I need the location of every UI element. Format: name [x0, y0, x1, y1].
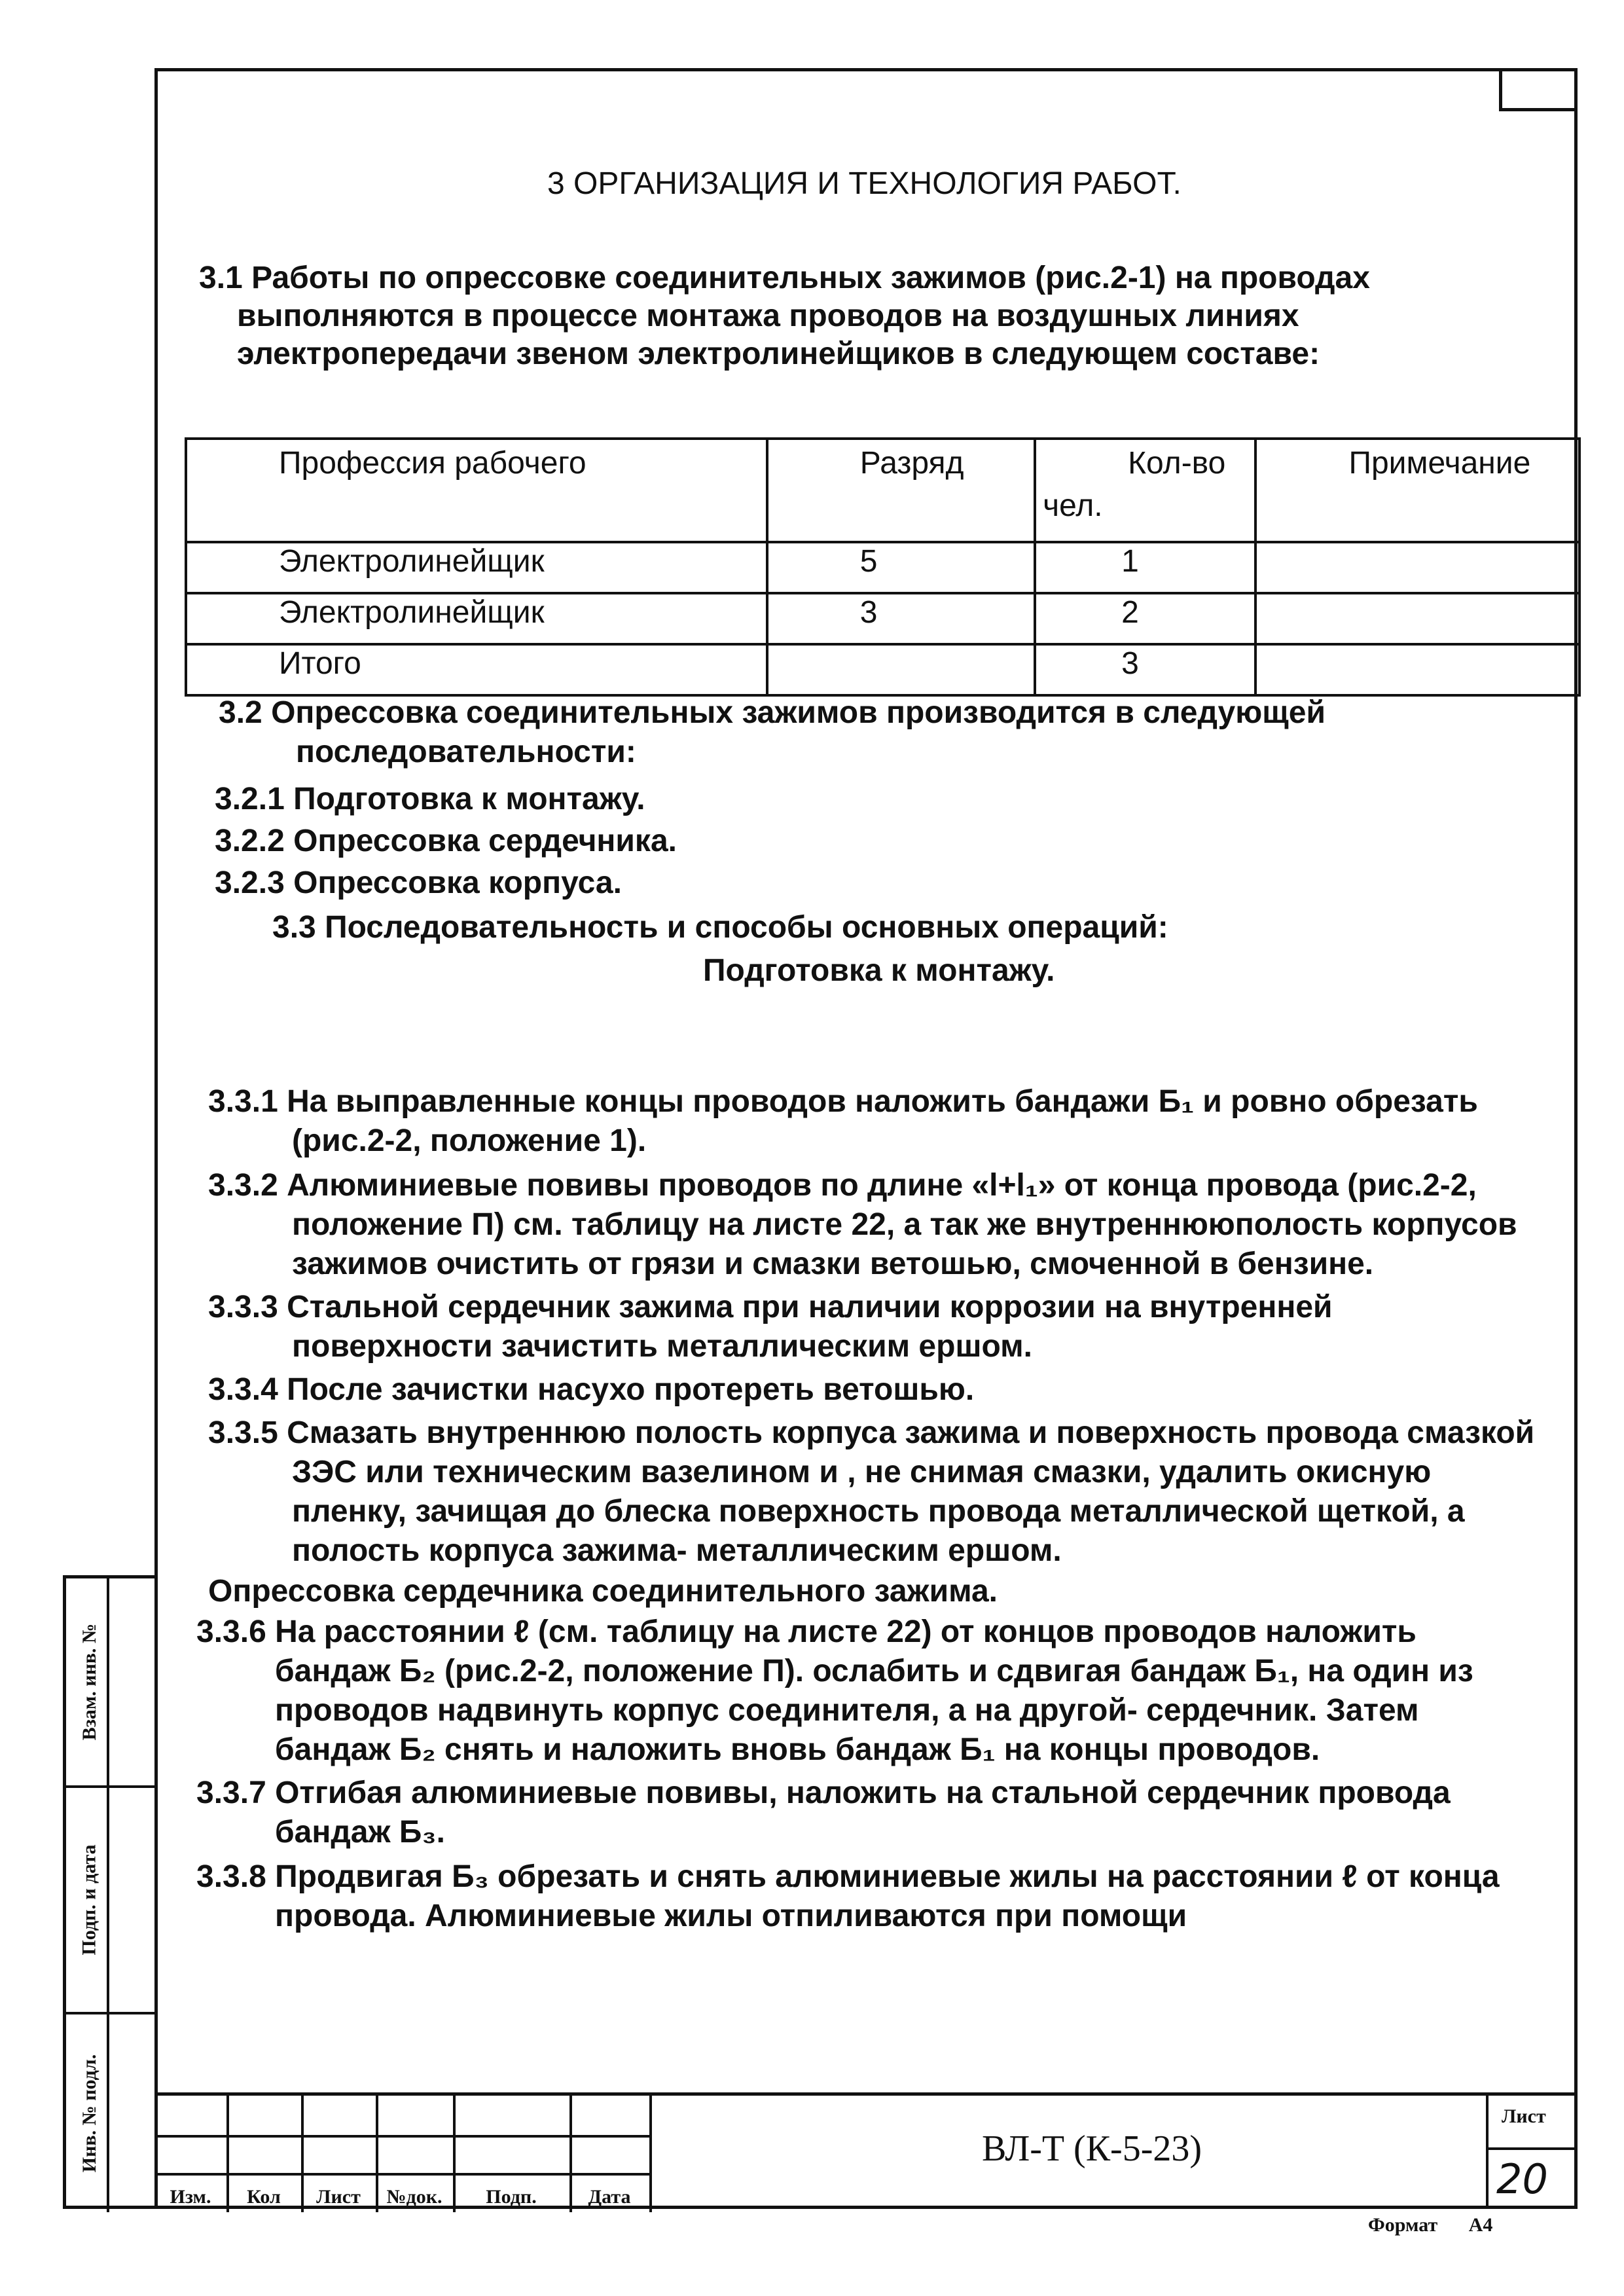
header-count-line1: Кол-во — [1128, 446, 1226, 481]
step-line: поверхности зачистить металлическим ершом. — [292, 1329, 1032, 1364]
step-line: 3.3.7 Отгибая алюминиевые повивы, наложить на стальной сердечник провода — [196, 1776, 1451, 1810]
cell-grade: 3 — [767, 593, 1035, 644]
step-line: бандаж Б₃. — [275, 1815, 445, 1850]
cell-profession: Электролинейщик — [186, 593, 767, 644]
step-line: бандаж Б₂ снять и наложить вновь бандаж Б₁ на концы проводов. — [275, 1732, 1320, 1767]
step-line: ЗЭС или техническим вазелином и , не снимая смазки, удалить окисную — [292, 1455, 1432, 1489]
document-code: ВЛ-Т (К-5-23) — [982, 2128, 1202, 2169]
sequence-line: 3.2.1 Подготовка к монтажу. — [215, 782, 645, 816]
cell-grade: 5 — [767, 542, 1035, 593]
table-row — [186, 542, 1579, 593]
side-label-sign: Подп. и дата — [79, 1844, 100, 1956]
cell-count: 1 — [1035, 542, 1255, 593]
cell-note — [1255, 644, 1579, 695]
stamp-col-sign: Подп. — [486, 2186, 537, 2208]
stamp-col-change: Изм. — [170, 2186, 211, 2208]
header-profession: Профессия рабочего — [186, 439, 767, 542]
step-line: провода. Алюминиевые жилы отпиливаются при помощи — [275, 1899, 1187, 1933]
header-count — [1035, 439, 1255, 542]
corner-box — [1499, 68, 1578, 111]
crew-table — [185, 437, 1581, 697]
side-label-inv: Инв. № подл. — [79, 2054, 100, 2173]
cell-grade — [767, 644, 1035, 695]
format-note — [1368, 2214, 1492, 2236]
step-line: (рис.2-2, положение 1). — [292, 1123, 647, 1158]
stamp-col-count: Кол — [247, 2186, 281, 2208]
sheet-label: Лист — [1502, 2105, 1546, 2127]
format-label: Формат — [1368, 2214, 1438, 2236]
header-count-line2: чел. — [1043, 488, 1103, 523]
step-line: бандаж Б₂ (рис.2-2, положение П). ослабить и сдвигая бандаж Б₁, на один из — [275, 1654, 1473, 1688]
step-line: 3.3.6 На расстоянии ℓ (см. таблицу на листе 22) от концов проводов наложить — [196, 1614, 1416, 1649]
sequence-line: 3.2.2 Опрессовка сердечника. — [215, 824, 677, 858]
header-note: Примечание — [1255, 439, 1579, 542]
format-value: А4 — [1468, 2214, 1493, 2236]
cell-count: 3 — [1035, 644, 1255, 695]
step-line: 3.3.5 Смазать внутреннюю полость корпуса зажима и поверхность провода смазкой — [208, 1415, 1535, 1450]
step-line: пленку, зачищая до блеска поверхность провода металлической щеткой, а — [292, 1494, 1465, 1529]
step-line: 3.3.8 Продвигая Б₃ обрезать и снять алюминиевые жилы на расстоянии ℓ от конца — [196, 1859, 1500, 1894]
table-row — [186, 593, 1579, 644]
cell-profession: Итого — [186, 644, 767, 695]
table-row — [186, 644, 1579, 695]
intro-line: электропередачи звеном электролинейщиков в следующем составе: — [237, 337, 1320, 371]
side-strip — [63, 1575, 154, 2209]
sheet-box — [1486, 2092, 1578, 2209]
cell-note — [1255, 593, 1579, 644]
step-line: зажимов очистить от грязи и смазки ветошью, смоченной в бензине. — [292, 1247, 1374, 1281]
stamp-col-date: Дата — [588, 2186, 631, 2208]
sequence-line: 3.3 Последовательность и способы основных операций: — [272, 910, 1168, 945]
sequence-line: 3.2.3 Опрессовка корпуса. — [215, 866, 622, 900]
step-line: положение П) см. таблицу на листе 22, а так же внутреннююполость корпусов — [292, 1207, 1517, 1242]
side-cell-replace — [66, 1578, 154, 1785]
stamp-col-sheet: Лист — [316, 2186, 361, 2208]
side-label-replace: Взам. инв. № — [79, 1623, 101, 1741]
table-header-row — [186, 439, 1579, 542]
side-cell-sign — [66, 1785, 154, 2012]
title-block — [154, 2092, 1578, 2209]
title-block-grid — [154, 2096, 652, 2212]
cell-note — [1255, 542, 1579, 593]
sheet-number: 20 — [1496, 2155, 1548, 2203]
subheading: Подготовка к монтажу. — [703, 953, 1055, 988]
sequence-line: 3.2 Опрессовка соединительных зажимов производится в следующей — [219, 695, 1326, 730]
header-grade: Разряд — [767, 439, 1035, 542]
step-line: проводов надвинуть корпус соединителя, а на другой- сердечник. Затем — [275, 1693, 1419, 1728]
intro-line: выполняются в процессе монтажа проводов на воздушных линиях — [237, 299, 1299, 333]
cell-profession: Электролинейщик — [186, 542, 767, 593]
stamp-col-docno: №док. — [386, 2186, 442, 2208]
step-line: 3.3.1 На выправленные концы проводов наложить бандажи Б₁ и ровно обрезать — [208, 1084, 1478, 1119]
step-line: полость корпуса зажима- металлическим ершом. — [292, 1533, 1062, 1568]
step-line: 3.3.4 После зачистки насухо протереть ветошью. — [208, 1372, 975, 1407]
side-cell-inv — [66, 2012, 154, 2212]
cell-count: 2 — [1035, 593, 1255, 644]
intro-line: 3.1 Работы по опрессовке соединительных зажимов (рис.2-1) на проводах — [199, 261, 1370, 295]
sequence-line: последовательности: — [296, 735, 636, 769]
step-line: 3.3.3 Стальной сердечник зажима при наличии коррозии на внутренней — [208, 1290, 1333, 1324]
step-subheading: Опрессовка сердечника соединительного зажима. — [208, 1574, 998, 1609]
step-line: 3.3.2 Алюминиевые повивы проводов по длине «l+l₁» от конца провода (рис.2-2, — [208, 1168, 1477, 1203]
section-heading: 3 ОРГАНИЗАЦИЯ И ТЕХНОЛОГИЯ РАБОТ. — [547, 166, 1182, 201]
